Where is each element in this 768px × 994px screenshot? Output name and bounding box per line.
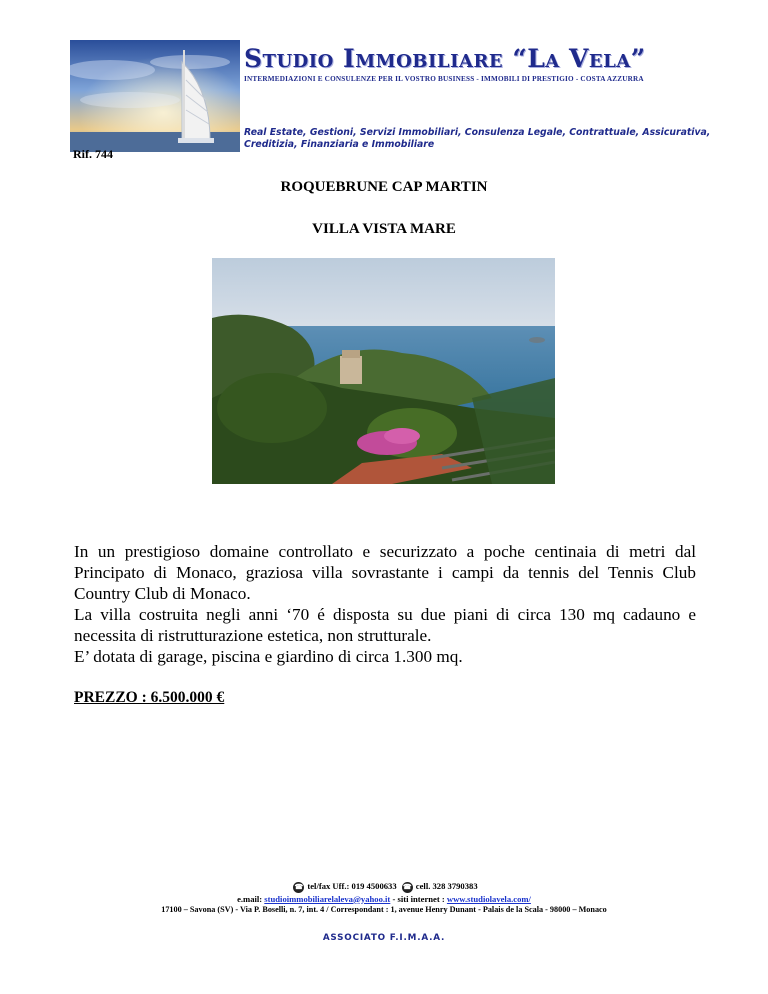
website-link[interactable]: www.studiolavela.com/ bbox=[446, 893, 531, 904]
villa-sea-view-photo bbox=[212, 258, 555, 484]
logo-image bbox=[70, 40, 240, 152]
listing-price: PREZZO : 6.500.000 € bbox=[74, 689, 225, 706]
website-label: - siti internet : bbox=[392, 893, 445, 904]
cell-phone: cell. 328 3790383 bbox=[415, 881, 478, 891]
email-label: e.mail: bbox=[237, 893, 263, 904]
brand-name: Studio Immobiliare “La Vela” bbox=[244, 44, 646, 73]
association-label: ASSOCIATO F.I.M.A.A. bbox=[322, 933, 446, 943]
description-paragraph: E’ dotata di garage, piscina e giardino di circa 1.300 mq. bbox=[74, 647, 463, 666]
listing-description bbox=[74, 541, 696, 667]
listing-type: VILLA VISTA MARE bbox=[312, 221, 456, 237]
listing-location: ROQUEBRUNE CAP MARTIN bbox=[280, 179, 488, 195]
contact-block bbox=[0, 880, 768, 905]
description-paragraph: In un prestigioso domaine controllato e securizzato a poche centinaia di metri dal Principato di Monaco, graziosa villa sovrastante i campi da tennis del Tennis Club Country Club di Monaco. bbox=[74, 542, 696, 603]
reference-number: Rif. 744 bbox=[73, 147, 113, 161]
brand-tagline: INTERMEDIAZIONI E CONSULENZE PER IL VOSTRO BUSINESS - IMMOBILI DI PRESTIGIO - COSTA AZZURRA bbox=[244, 75, 644, 83]
office-address: 17100 – Savona (SV) - Via P. Boselli, n. 7, int. 4 / Correspondant : 1, avenue Henry Dunant - Palais de la Scala - 98000 – Monaco bbox=[161, 905, 607, 914]
telephone-icon: ☎ bbox=[294, 882, 304, 891]
telephone-icon: ☎ bbox=[402, 882, 412, 891]
email-link[interactable]: studioimmobiliarelaleva@yahoo.it bbox=[264, 893, 391, 904]
description-paragraph: La villa costruita negli anni ‘70 é disposta su due piani di circa 130 mq cadauno e necessita di ristrutturazione estetica, non strutturale. bbox=[74, 605, 696, 645]
office-phone: tel/fax Uff.: 019 4500633 bbox=[307, 881, 397, 891]
services-list: Real Estate, Gestioni, Servizi Immobiliari, Consulenza Legale, Contrattuale, Assicurativa, Creditizia, Finanziaria e Immobiliare bbox=[244, 127, 711, 150]
